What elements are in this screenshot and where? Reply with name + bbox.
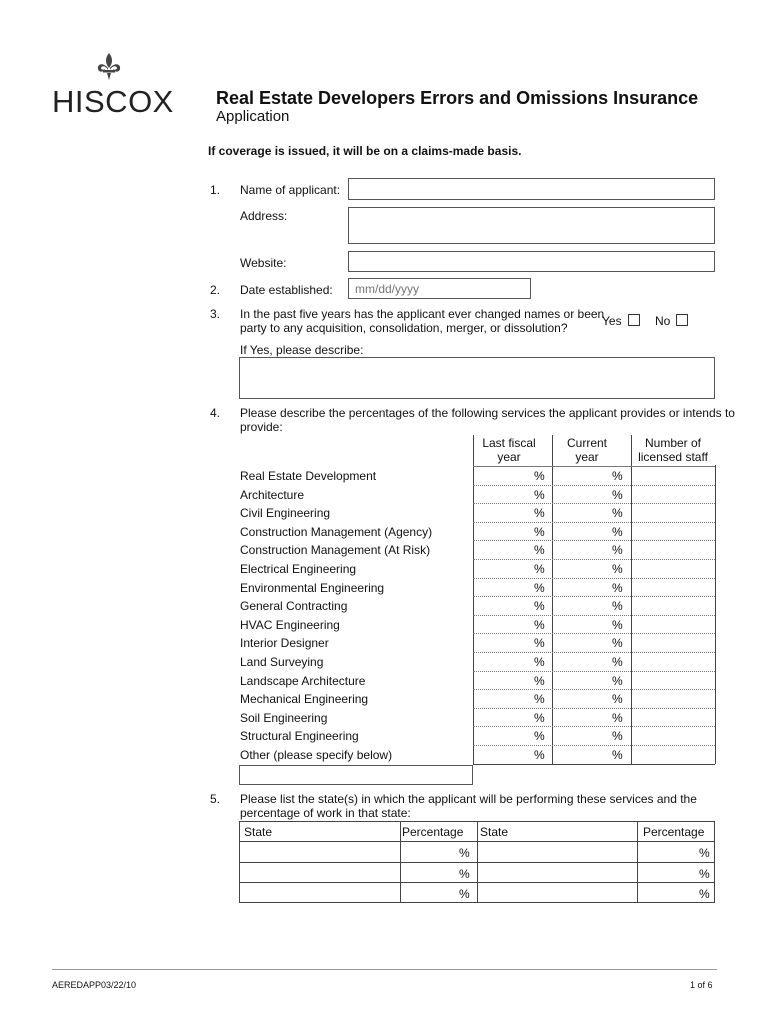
q3-yes-label: Yes	[602, 314, 622, 328]
service-label: Construction Management (Agency)	[240, 524, 433, 539]
service-label: Land Surveying	[240, 655, 324, 669]
service-label: Environmental Engineering	[240, 580, 385, 595]
service-label: Real Estate Development	[240, 469, 377, 483]
licensed-staff-cell[interactable]	[632, 709, 714, 726]
service-label: General Contracting	[240, 599, 348, 614]
name-field[interactable]	[348, 178, 715, 200]
licensed-staff-cell[interactable]	[632, 690, 714, 707]
q1-number: 1.	[210, 183, 221, 197]
current-year-pct[interactable]: %	[612, 617, 623, 632]
licensed-staff-cell[interactable]	[632, 634, 714, 651]
q2-number: 2.	[210, 283, 221, 297]
fleur-de-lis-icon	[96, 52, 122, 82]
service-label: Landscape Architecture	[240, 673, 366, 688]
current-year-pct[interactable]: %	[612, 710, 623, 725]
q4-number: 4.	[210, 406, 221, 420]
state-row1-pct2[interactable]: %	[699, 846, 710, 860]
website-label: Website:	[240, 256, 287, 270]
header-staff-line1: Number of	[644, 436, 702, 450]
licensed-staff-cell[interactable]	[632, 560, 714, 577]
licensed-staff-cell[interactable]	[632, 579, 714, 596]
service-label: Interior Designer	[240, 636, 329, 651]
other-specify-field[interactable]	[239, 765, 473, 785]
service-label: Electrical Engineering	[240, 562, 357, 576]
last-fiscal-pct[interactable]: %	[534, 524, 545, 539]
q5-question-line1: Please list the state(s) in which the applicant will be performing these services and the	[240, 792, 697, 806]
q3-no-checkbox[interactable]	[676, 314, 688, 326]
current-year-pct[interactable]: %	[612, 469, 623, 483]
service-label: Structural Engineering	[240, 729, 359, 744]
service-label: Civil Engineering	[240, 506, 331, 521]
licensed-staff-cell[interactable]	[632, 597, 714, 614]
last-fiscal-pct[interactable]: %	[534, 729, 545, 744]
q4-question-line1: Please describe the percentages of the following services the applicant provides or intends to	[240, 406, 735, 420]
licensed-staff-cell[interactable]	[632, 672, 714, 689]
last-fiscal-pct[interactable]: %	[534, 506, 545, 521]
website-field[interactable]	[348, 251, 715, 272]
last-fiscal-pct[interactable]: %	[534, 692, 545, 707]
service-label: Construction Management (At Risk)	[240, 543, 431, 558]
service-label: Soil Engineering	[240, 710, 328, 725]
service-label: Other (please specify below)	[240, 748, 393, 762]
q3-number: 3.	[210, 307, 221, 321]
last-fiscal-pct[interactable]: %	[534, 636, 545, 651]
licensed-staff-cell[interactable]	[632, 523, 714, 540]
licensed-staff-cell[interactable]	[632, 467, 714, 484]
current-year-pct[interactable]: %	[612, 580, 623, 595]
form-title: Real Estate Developers Errors and Omissions Insurance	[216, 88, 699, 108]
date-established-input[interactable]	[349, 279, 530, 298]
page-number: 1 of 6	[690, 980, 713, 990]
q4-question-line2: provide:	[240, 420, 283, 434]
q3-yes-checkbox[interactable]	[628, 314, 640, 326]
current-year-pct[interactable]: %	[612, 524, 623, 539]
col-percentage-1: Percentage	[402, 825, 464, 839]
q3-describe-field[interactable]	[239, 357, 715, 399]
service-label: Architecture	[240, 487, 305, 502]
state-row2-pct1[interactable]: %	[459, 867, 470, 881]
state-row2-pct2[interactable]: %	[699, 867, 710, 881]
address-field[interactable]	[348, 207, 715, 244]
q3-no-label: No	[655, 314, 671, 328]
last-fiscal-pct[interactable]: %	[534, 655, 545, 669]
licensed-staff-cell[interactable]	[632, 504, 714, 521]
state-row3-pct1[interactable]: %	[459, 887, 470, 901]
state-row3-pct2[interactable]: %	[699, 887, 710, 901]
q3-question-line2: party to any acquisition, consolidation, merger, or dissolution?	[240, 321, 568, 335]
current-year-pct[interactable]: %	[612, 692, 623, 707]
date-established-field[interactable]	[348, 278, 531, 299]
q3-describe-label: If Yes, please describe:	[240, 343, 364, 357]
last-fiscal-pct[interactable]: %	[534, 599, 545, 614]
last-fiscal-pct[interactable]: %	[534, 487, 545, 502]
last-fiscal-pct[interactable]: %	[534, 562, 545, 576]
current-year-pct[interactable]: %	[612, 487, 623, 502]
last-fiscal-pct[interactable]: %	[534, 580, 545, 595]
header-last-fiscal-line1: Last fiscal	[482, 436, 536, 450]
service-label: Mechanical Engineering	[240, 692, 369, 707]
name-input[interactable]	[349, 179, 714, 199]
current-year-pct[interactable]: %	[612, 729, 623, 744]
current-year-pct[interactable]: %	[612, 562, 623, 576]
licensed-staff-cell[interactable]	[632, 616, 714, 633]
hiscox-logo	[52, 52, 172, 118]
col-state-1: State	[244, 825, 273, 839]
current-year-pct[interactable]: %	[612, 506, 623, 521]
logo-wordmark: HISCOX	[52, 84, 174, 119]
current-year-pct[interactable]: %	[612, 673, 623, 688]
licensed-staff-cell[interactable]	[632, 746, 714, 763]
form-subtitle: Application	[216, 108, 290, 125]
last-fiscal-pct[interactable]: %	[534, 748, 545, 762]
name-label: Name of applicant:	[240, 183, 341, 197]
q5-question-line2: percentage of work in that state:	[240, 806, 411, 820]
date-established-label: Date established:	[240, 283, 333, 297]
current-year-pct[interactable]: %	[612, 599, 623, 614]
current-year-pct[interactable]: %	[612, 655, 623, 669]
header-licensed-staff	[631, 436, 715, 464]
header-current-line1: Current	[566, 436, 607, 450]
licensed-staff-cell[interactable]	[632, 653, 714, 670]
current-year-pct[interactable]: %	[612, 636, 623, 651]
licensed-staff-cell[interactable]	[632, 486, 714, 503]
footer-divider	[52, 969, 717, 970]
current-year-pct[interactable]: %	[612, 748, 623, 762]
col-percentage-2: Percentage	[643, 825, 705, 839]
header-current-year	[552, 436, 622, 464]
claims-made-notice: If coverage is issued, it will be on a claims-made basis.	[208, 144, 522, 158]
last-fiscal-pct[interactable]: %	[534, 543, 545, 558]
licensed-staff-cell[interactable]	[632, 727, 714, 744]
header-last-fiscal-line2: year	[497, 450, 521, 464]
header-last-fiscal-year	[474, 436, 544, 464]
q3-question-line1: In the past five years has the applicant ever changed names or been	[240, 307, 605, 321]
col-state-2: State	[480, 825, 509, 839]
current-year-pct[interactable]: %	[612, 543, 623, 558]
q5-number: 5.	[210, 792, 221, 806]
header-current-line2: year	[575, 450, 599, 464]
service-label: HVAC Engineering	[240, 617, 340, 632]
header-staff-line2: licensed staff	[638, 450, 708, 464]
address-label: Address:	[240, 209, 288, 223]
states-table	[239, 821, 715, 903]
last-fiscal-pct[interactable]: %	[534, 469, 545, 483]
form-code: AEREDAPP03/22/10	[52, 980, 137, 990]
last-fiscal-pct[interactable]: %	[534, 617, 545, 632]
licensed-staff-cell[interactable]	[632, 541, 714, 558]
state-row1-pct1[interactable]: %	[459, 846, 470, 860]
last-fiscal-pct[interactable]: %	[534, 710, 545, 725]
last-fiscal-pct[interactable]: %	[534, 673, 545, 688]
